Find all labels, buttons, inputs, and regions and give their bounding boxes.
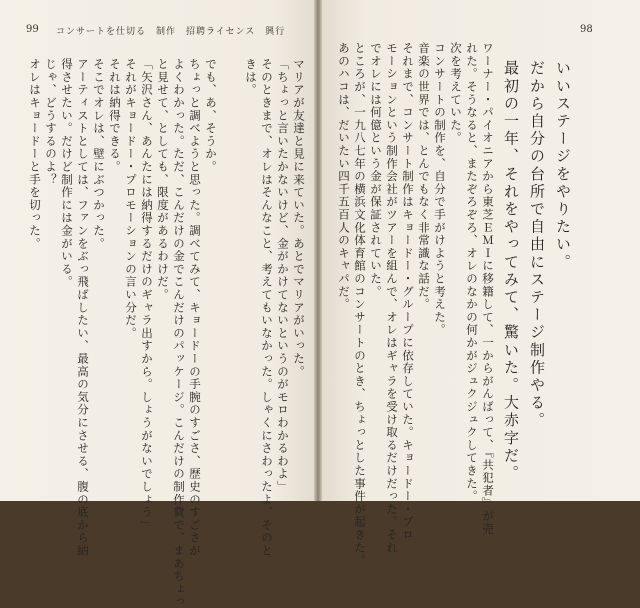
page-number-right: 98 [580,24,593,35]
left-line-12: オレはキョードーと手を切った。 [28,58,42,250]
left-line-10: 得させたい。だけど制作には金がいる。 [60,58,74,289]
right-line-6: それまで、コンサート制作はキョードー・グループに依存していた。キョードー・プロ [401,42,415,542]
left-line-11: じゃ、どうするのよ？ [44,58,58,186]
emphasis-line-2: だから自分の台所で自由にステージ制作やる。 [528,60,546,430]
emphasis-line-3: 最初の一年、それをやってみて、驚いた。大赤字だ。 [502,60,520,483]
right-line-10: あのハコは、だいたい四千五百人のキャパだ。 [337,42,351,311]
left-line-7: それは納得できる。 [108,58,122,174]
left-line-1: でも、あ、そうか。 [204,58,218,174]
running-header: コンサートを仕切る 制作 招聘ライセンス 興行 [56,27,286,37]
emphasis-line-1: いいステージをやりたい。 [554,60,572,272]
book-gutter [314,0,322,501]
right-line-4: コンサートの制作を、自分で手がけようと考えた。 [433,42,447,337]
right-line-7: モーションという制作会社がツアーを組んで、オレはギャラを受け取るだけだった。それ [385,42,399,554]
right-line-3: 次を考えていた。 [449,42,463,145]
right-line-5: 音楽の世界では、とんでもなく非常識な話だ。 [417,42,431,311]
right-line-2: れた。そうなると、またぞろぞろ、オレのなかの何かがジュクジュクしてきた。 [465,42,479,503]
left-line-9: アーティストとしては、ファンをぶっ飛ばしたい、最高の気分にさせる、腹の底から納 [76,58,90,558]
middle-line-3: そのときまで、オレはそんなこと、考えてもいなかった。しゃくにさわったよ、そのと [260,58,274,558]
right-line-9: ところが、一九八七年の横浜文化体育館のコンサートのとき、ちょっとした事件が起きた。 [353,42,367,567]
middle-line-4: きは。 [244,58,258,97]
left-line-8: そこでオレは、壁にぶつかった。 [92,58,106,250]
left-line-6: それがキョードー・プロモーションの言い分だ。 [124,58,138,340]
page-number-left: 99 [26,24,39,35]
left-line-5: 「矢沢さん、あんたには納得するだけのギャラ出すから。しょうがないでしょう」 [140,58,154,532]
left-line-2: ちょっと調べようと思った。調べてみて、キョードーの手腕のすごさ、歴史のすごさが [188,58,202,558]
middle-line-1: マリアが友達と見に来ていた。あとでマリアがいった。 [292,58,306,378]
right-line-1: ワーナー・パイオニアから東芝ＥＭＩに移籍して、一からがんばって、『共犯者』が売 [481,42,495,536]
middle-line-2: 「ちょっと言いたかないけど、金がかけてないというのがモロわかるわよ」 [276,58,290,494]
left-line-3: よくわかった。ただ、こんだけの金でこんだけのパッケージ。こんだけの制作費で、まあちょっ [172,58,186,608]
left-line-4: と見せて、としても、限度があるわけだ。 [156,58,170,302]
right-line-8: でオレには何億という金が保証されていた。 [369,42,383,298]
